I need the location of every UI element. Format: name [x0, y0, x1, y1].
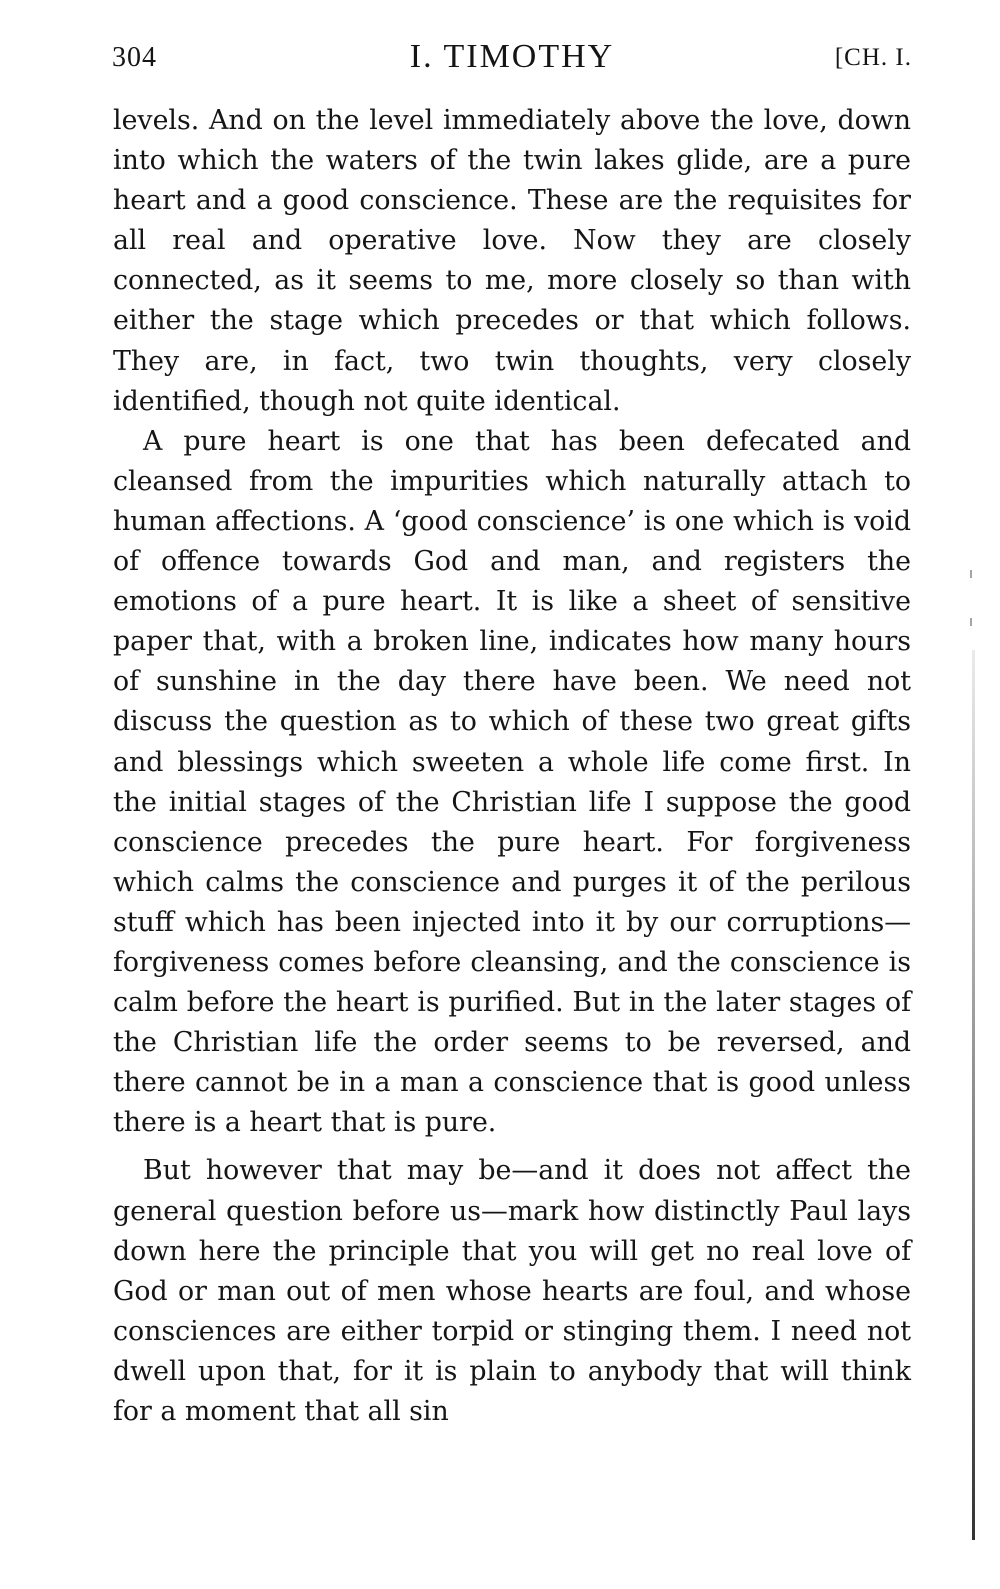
page-body: [113, 101, 911, 1432]
paragraph-pure-heart: A pure heart is one that has been defecated and cleansed from the impurities which naturally attach to human affections. A ‘good conscience’ is one which is void of offence towards God and man, and registers the emotions of a pure heart. It is like a sheet of sensitive paper that, with a broken line, indicates how many hours of sunshine in the day there have been. We need not discuss the question as to which of these two great gifts and blessings which sweeten a whole life come first. In the initial stages of the Christian life I suppose the good conscience precedes the pure heart. For forgiveness which calms the conscience and purges it of the perilous stuff which has been injected into it by our corruptions—forgiveness comes before cleansing, and the conscience is calm before the heart is purified. But in the later stages of the Christian life the order seems to be reversed, and there cannot be in a man a conscience that is good unless there is a heart that is pure.: [113, 425, 911, 1139]
chapter-reference: [CH. I.: [834, 44, 912, 71]
page-number: 304: [112, 42, 157, 73]
scan-edge-mark: [970, 618, 972, 626]
paragraph-however: But however that may be—and it does not affect the general question before us—mark how distinctly Paul lays down here the principle that you will get no real love of God or man out of men whose hearts are foul, and whose consciences are either torpid or stinging them. I need not dwell upon that, for it is plain to anybody that will think for a moment that all sin: [113, 1155, 911, 1427]
scan-edge-shadow: [972, 650, 975, 1540]
book-title: I. TIMOTHY: [409, 38, 615, 75]
paragraph-continued: levels. And on the level immediately above the love, down into which the waters of the twin lakes glide, are a pure heart and a good conscience. These are the requisites for all real and operative love. Now they are closely connected, as it seems to me, more closely so than with either the stage which precedes or that which follows. They are, in fact, two twin thoughts, very closely identified, though not quite identical.: [113, 105, 911, 417]
scan-edge-mark: [970, 570, 972, 578]
running-header: [112, 34, 912, 86]
